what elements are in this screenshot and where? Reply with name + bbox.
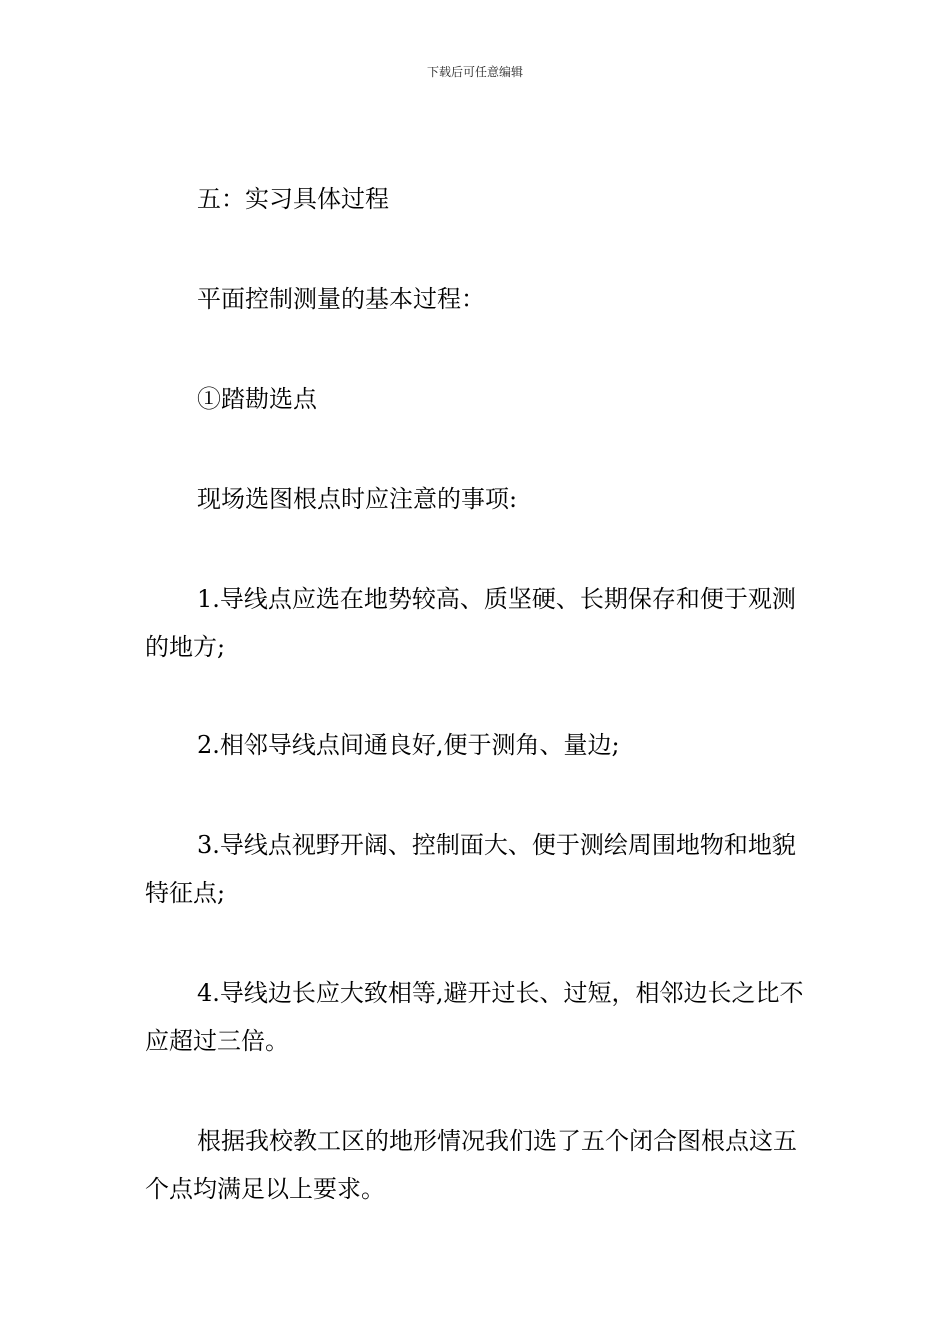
note-item-1: 1.导线点应选在地势较高、质坚硬、长期保存和便于观测的地方; [145, 585, 796, 661]
note-item-4: 4.导线边长应大致相等,避开过长、过短，相邻边长之比不应超过三倍。 [145, 979, 804, 1055]
page-header: 下载后可任意编辑 [426, 65, 523, 79]
section-heading: 五：实习具体过程 [197, 185, 389, 213]
note-item-3: 3.导线点视野开阔、控制面大、便于测绘周围地物和地貌特征点; [145, 831, 796, 907]
note-item-2: 2.相邻导线点间通良好,便于测角、量边; [197, 731, 620, 759]
notes-intro: 现场选图根点时应注意的事项: [197, 485, 518, 513]
step-heading: ①踏勘选点 [197, 385, 317, 413]
subsection-heading: 平面控制测量的基本过程： [197, 285, 485, 313]
body-paragraph: 根据我校教工区的地形情况我们选了五个闭合图根点这五个点均满足以上要求。 [145, 1127, 797, 1203]
